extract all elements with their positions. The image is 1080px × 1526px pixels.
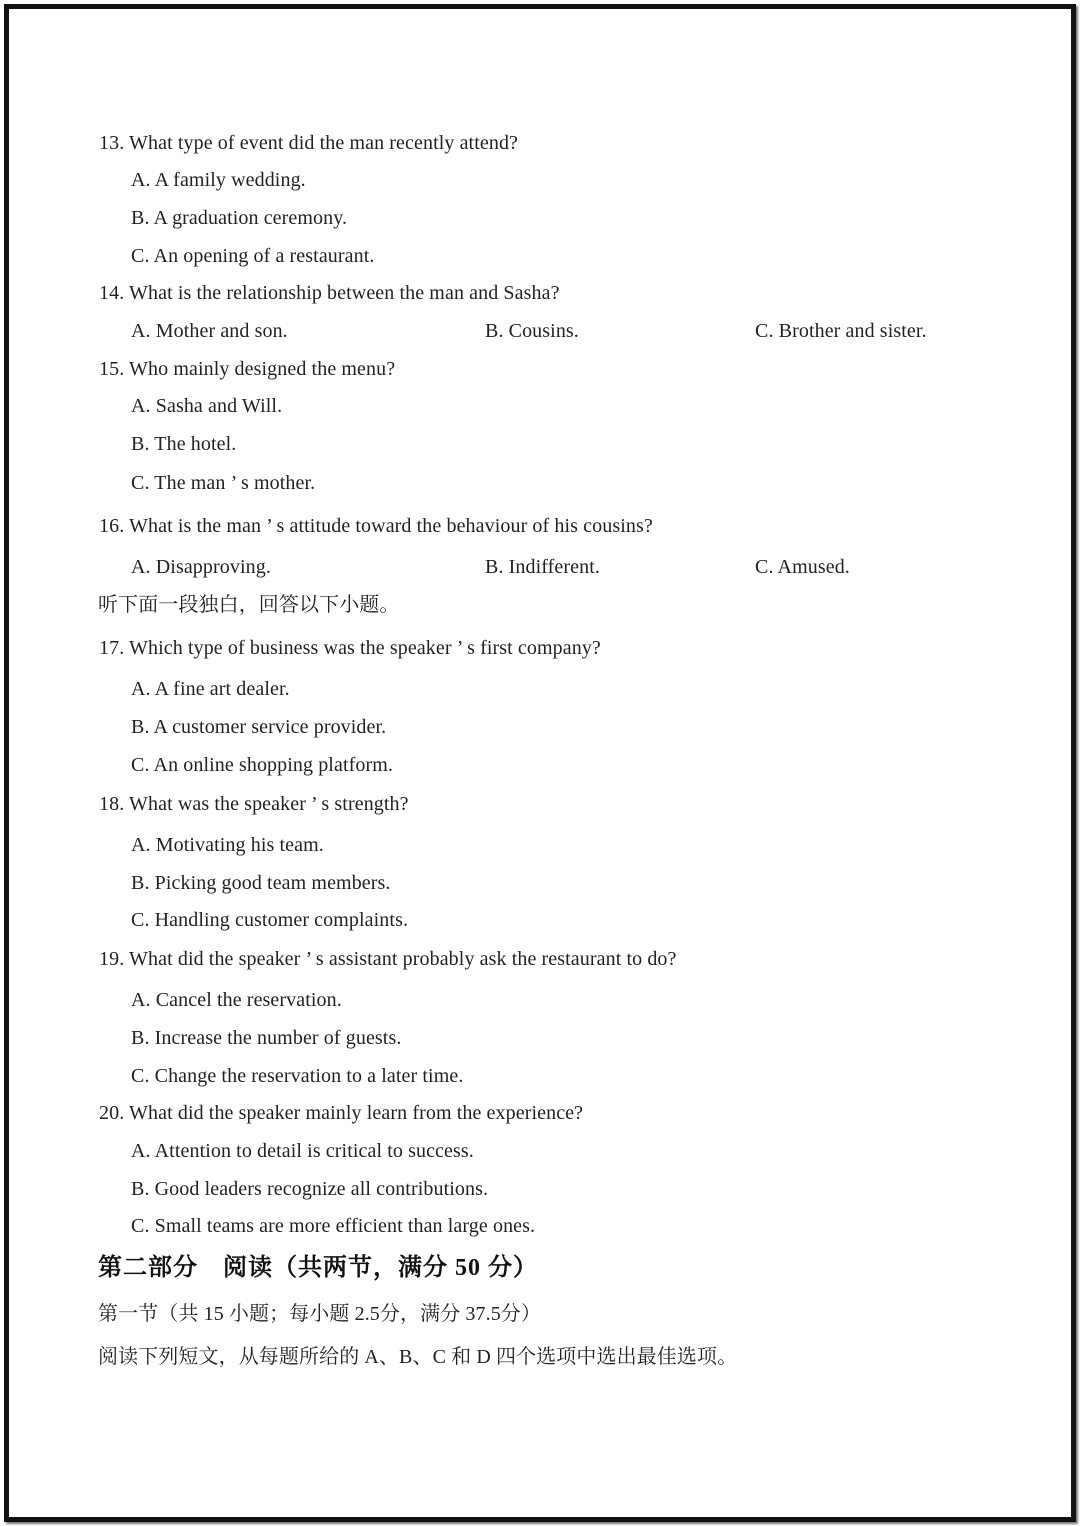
question-16-option-c: C. Amused.: [755, 556, 850, 578]
question-13-option-c: C. An opening of a restaurant.: [131, 245, 375, 267]
question-17-option-c: C. An online shopping platform.: [131, 754, 393, 776]
question-16-stem: 16. What is the man ’ s attitude toward the behaviour of his cousins?: [99, 515, 653, 537]
question-18-option-a: A. Motivating his team.: [131, 834, 324, 856]
question-13-stem: 13. What type of event did the man recently attend?: [99, 132, 519, 154]
question-19-option-c: C. Change the reservation to a later time.: [131, 1065, 464, 1087]
question-15-option-c: C. The man ’ s mother.: [131, 472, 316, 494]
question-15-option-b: B. The hotel.: [131, 433, 237, 455]
question-18-option-c: C. Handling customer complaints.: [131, 909, 409, 931]
question-17-option-b: B. A customer service provider.: [131, 716, 387, 738]
question-19-option-b: B. Increase the number of guests.: [131, 1027, 402, 1049]
question-15-stem: 15. Who mainly designed the menu?: [99, 358, 396, 380]
question-15-option-a: A. Sasha and Will.: [131, 395, 283, 417]
section-one-instruction: 阅读下列短文，从每题所给的 A、B、C 和 D 四个选项中选出最佳选项。: [98, 1346, 738, 1368]
part-two-heading: 第二部分 阅读（共两节，满分 50 分）: [98, 1255, 538, 1281]
question-14-option-c: C. Brother and sister.: [755, 320, 927, 342]
section-one-info: 第一节（共 15 小题；每小题 2.5分，满分 37.5分）: [98, 1303, 541, 1325]
question-19-stem: 19. What did the speaker ’ s assistant probably ask the restaurant to do?: [99, 948, 677, 970]
question-17-option-a: A. A fine art dealer.: [131, 678, 290, 700]
question-16-option-a: A. Disapproving.: [131, 556, 271, 578]
monologue-instruction: 听下面一段独白，回答以下小题。: [98, 594, 400, 616]
question-20-stem: 20. What did the speaker mainly learn from the experience?: [99, 1102, 584, 1124]
question-14-stem: 14. What is the relationship between the man and Sasha?: [99, 282, 560, 304]
question-16-option-b: B. Indifferent.: [485, 556, 600, 578]
question-13-option-b: B. A graduation ceremony.: [131, 207, 348, 229]
question-20-option-a: A. Attention to detail is critical to success.: [131, 1140, 474, 1162]
question-18-stem: 18. What was the speaker ’ s strength?: [99, 793, 409, 815]
question-17-stem: 17. Which type of business was the speaker ’ s first company?: [99, 637, 601, 659]
question-20-option-b: B. Good leaders recognize all contributions.: [131, 1178, 489, 1200]
question-20-option-c: C. Small teams are more efficient than large ones.: [131, 1215, 536, 1237]
question-13-option-a: A. A family wedding.: [131, 169, 306, 191]
question-14-option-a: A. Mother and son.: [131, 320, 288, 342]
question-18-option-b: B. Picking good team members.: [131, 872, 391, 894]
question-14-option-b: B. Cousins.: [485, 320, 579, 342]
question-19-option-a: A. Cancel the reservation.: [131, 989, 342, 1011]
